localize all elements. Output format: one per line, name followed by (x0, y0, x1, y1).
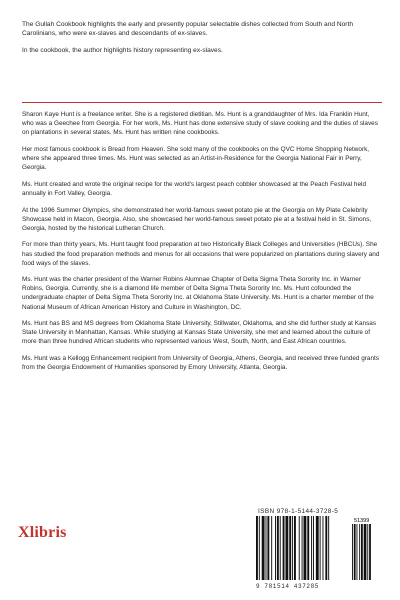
bio-paragraph: Ms. Hunt was the charter president of the Warner Robins Alumnae Chapter of Delta Sigma Theta Sorority Inc. in Warner Robins, Georgia. Currently, she is a diamond life member of Delta Sigma Theta Sorority Inc. Ms. Hunt cofounded the undergraduate chapter of Delta Sigma Theta Sorority Inc. at Oklahoma State University. Ms. Hunt is a charter member of the National Museum of African American History and Culture in Washington, DC. (22, 276, 374, 311)
barcode-bar (302, 516, 303, 580)
bio-paragraph: At the 1996 Summer Olympics, she demonstrated her world-famous sweet potato pie at the Georgia on My Plate Celebrity Showcase held in Macon, Georgia. Also, she showcased her world-famous sweet potato pie at a festival held in St. Simons, Georgia, hosted by the historical Lutheran Church. (22, 206, 372, 232)
barcode-addon-bar (354, 524, 356, 580)
section-divider (22, 102, 382, 103)
intro-paragraph: The Gullah Cookbook highlights the early and presently popular selectable dishes collected from South and North Carolinians, who were ex-slaves and descendants of ex-slaves. (22, 21, 353, 38)
barcode-bar (316, 516, 319, 580)
barcode-addon-bar (361, 524, 363, 580)
intro-paragraph: In the cookbook, the author highlights history representing ex-slaves. (22, 46, 223, 54)
barcode-bar (267, 516, 269, 580)
barcode-addon-bar (367, 524, 368, 580)
bio-paragraph: Her most famous cookbook is Bread from Heaven. She sold many of the cookbooks on the QVC Home Shopping Network, where she appeared three times. Ms. Hunt was selected as an Artist-in-Residence for the Georgia National Fair in Perry, Georgia. (22, 145, 370, 172)
barcode-bar (262, 516, 265, 580)
barcode-digits: 9 781514 437285 (256, 583, 320, 590)
bio-paragraph: Ms. Hunt has BS and MS degrees from Oklahoma State University, Stillwater, Oklahoma, and she did further study at Kansas State University in Manhattan, Kansas. While studying at Kansas State University, she met and learned about the culture of more than three hundred African students who represented various West, South, North, and East African countries. (22, 320, 377, 346)
barcode-bar (299, 516, 300, 580)
barcode-addon-bar (364, 524, 367, 580)
bio-paragraph: Ms. Hunt was a Kellogg Enhancement recipient from University of Georgia, Athens, Georgia, and received three funded grants from the Georgia Endowment of Humanities sponsored by Emory University, Atlanta, Georgia. (22, 355, 380, 372)
barcode-bar (294, 516, 296, 580)
publisher-logo: Xlibris (18, 524, 67, 541)
barcode-bar (256, 516, 258, 580)
barcode-bar (275, 516, 276, 580)
barcode-bars (256, 516, 378, 582)
barcode-bar (323, 516, 324, 580)
barcode-bar (313, 516, 314, 580)
barcode-bar (266, 516, 267, 580)
author-bio (22, 110, 382, 380)
isbn-barcode (252, 506, 382, 590)
isbn-label: ISBN 978-1-5144-3728-5 (258, 508, 339, 515)
barcode-addon-bar (357, 524, 358, 580)
barcode-bar (311, 516, 312, 580)
barcode-bar (307, 516, 309, 580)
barcode-bar (289, 516, 291, 580)
barcode-addon-bar (369, 524, 371, 580)
price-code: 51399 (354, 518, 370, 524)
intro-section (22, 20, 382, 62)
bio-paragraph: Sharon Kaye Hunt is a freelance writer. She is a registered dietitian. Ms. Hunt is a granddaughter of Mrs. Ida Franklin Hunt, who was a Geechee from Georgia. For her work, Ms. Hunt has done extensive study of slave cooking and the duties of slaves on plantations in several states. Ms. Hunt has written nine cookbooks. (22, 111, 378, 137)
barcode-bar (285, 516, 288, 580)
barcode-bar (320, 516, 321, 580)
bio-paragraph: Ms. Hunt created and wrote the original recipe for the world's largest peach cobbler showcased at the Peach Festival held annually in Fort Valley, Georgia. (22, 180, 367, 197)
barcode-bar (325, 516, 327, 580)
barcode-bar (292, 516, 293, 580)
bio-paragraph: For more than thirty years, Ms. Hunt taught food preparation at two Historically Black Colleges and Universities (HBCUs). She has studied the food preparation methods and menus for all occasions that were popularized on plantations during slavery and food ways of the slaves. (22, 241, 380, 267)
barcode-bar (280, 516, 281, 580)
barcode-bar (277, 516, 279, 580)
barcode-bar (259, 516, 260, 580)
barcode-bar (271, 516, 272, 580)
barcode-bar (328, 516, 329, 580)
barcode-bar (283, 516, 285, 580)
barcode-addon-bar (352, 524, 353, 580)
barcode-bar (304, 516, 307, 580)
barcode-addon-bar (359, 524, 360, 580)
